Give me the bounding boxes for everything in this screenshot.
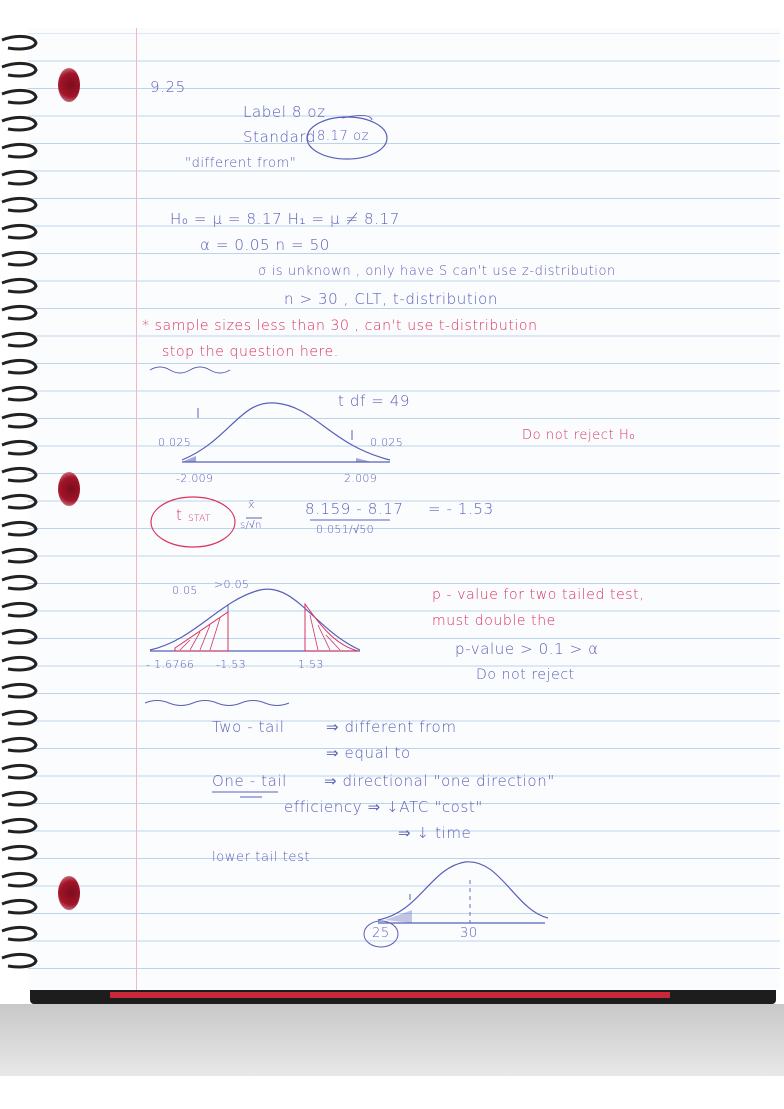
lower-tail-25: 25: [372, 926, 390, 941]
p-right-area: >0.05: [214, 578, 250, 591]
formula-denominator: s/√n: [240, 520, 262, 531]
t-distribution-curve: [182, 403, 390, 462]
two-tail-different: ⇒ different from: [326, 718, 457, 736]
tstat-label: t: [176, 506, 183, 524]
p-left-area: 0.05: [172, 584, 198, 597]
t-stat-result: = - 1.53: [428, 500, 494, 518]
lower-tail-30: 30: [460, 926, 478, 941]
label-weight: Label 8 oz: [243, 103, 326, 121]
pvalue-note-line2: must double the: [432, 613, 556, 629]
p-positive-stat: 1.53: [298, 658, 324, 671]
lower-tail-curve: [364, 862, 548, 947]
lower-tail-label: lower tail test: [212, 850, 311, 865]
problem-number: 9.25: [150, 78, 186, 96]
two-tail-equal: ⇒ equal to: [326, 744, 411, 762]
t-df-label: t df = 49: [338, 392, 411, 410]
efficiency-note: efficiency ⇒ ↓ATC "cost": [284, 798, 483, 816]
sigma-unknown-note: σ is unknown , only have S can't use z-distribution: [258, 264, 616, 279]
two-tail-label: Two - tail: [212, 718, 285, 736]
sample-size-note: * sample sizes less than 30 , can't use t-distribution: [142, 318, 538, 334]
pvalue-comparison: p-value > 0.1 > α: [455, 640, 599, 658]
hypotheses: H₀ = μ = 8.17 H₁ = μ ≠ 8.17: [170, 210, 400, 228]
formula-numerator: x̄: [248, 498, 255, 511]
left-critical-value: -2.009: [176, 472, 214, 485]
tstat-subscript: STAT: [188, 514, 211, 524]
one-tail-label: One - tail: [212, 772, 287, 790]
p-negative-critical: - 1.6766: [146, 658, 195, 671]
p-value-curve: [150, 589, 360, 651]
clt-note: n > 30 , CLT, t-distribution: [284, 290, 499, 308]
left-tail-area: 0.025: [158, 436, 191, 449]
right-tail-area: 0.025: [370, 436, 403, 449]
standard-label: Standard: [243, 128, 317, 146]
stop-note: stop the question here.: [162, 344, 339, 360]
calculation-numerator: 8.159 - 8.17: [305, 500, 404, 518]
p-negative-stat: -1.53: [216, 658, 246, 671]
wavy-underline-2: [145, 701, 289, 706]
standard-value: 8.17 oz: [317, 129, 370, 144]
efficiency-time: ⇒ ↓ time: [398, 824, 472, 842]
different-from-note: "different from": [185, 156, 297, 171]
wavy-underline-1: [150, 367, 230, 373]
pvalue-decision: Do not reject: [476, 667, 575, 683]
decision-do-not-reject: Do not reject H₀: [522, 428, 636, 443]
right-critical-value: 2.009: [344, 472, 377, 485]
one-tail-directional: ⇒ directional "one direction": [324, 772, 555, 790]
pvalue-note-line1: p - value for two tailed test,: [432, 587, 645, 603]
calculation-denominator: 0.051/√50: [316, 523, 374, 536]
alpha-and-n: α = 0.05 n = 50: [200, 236, 330, 254]
